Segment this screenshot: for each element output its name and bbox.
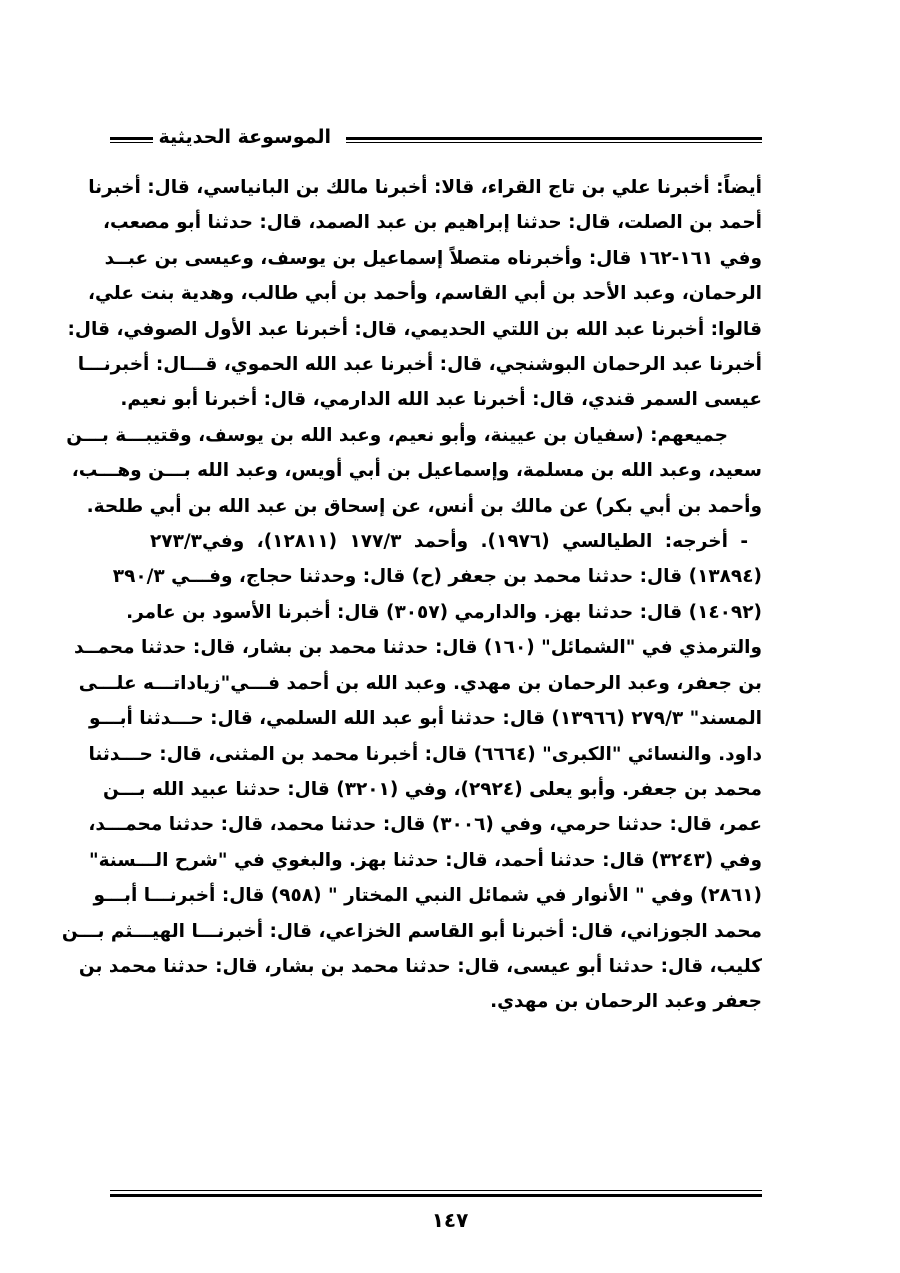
paragraph-chain-of-narration xyxy=(67,170,762,418)
text-line: أخبرنا عبد الرحمان البوشنجي، قال: أخبرنا عبد الله الحموي، قـــال: أخبرنـــا xyxy=(77,354,762,376)
text-line: وأحمد بن أبي بكر) عن مالك بن أنس، عن إسحاق بن عبد الله بن أبي طلحة. xyxy=(86,495,762,517)
text-line: كليب، قال: حدثنا أبو عيسى، قال: حدثنا محمد بن بشار، قال: حدثنا محمد بن xyxy=(78,955,762,977)
text-line: عمر، قال: حدثنا حرمي، وفي (٣٠٠٦) قال: حدثنا محمد، قال: حدثنا محمـــد، xyxy=(88,814,762,836)
text-line: والترمذي في "الشمائل" (١٦٠) قال: حدثنا محمد بن بشار، قال: حدثنا محمــد xyxy=(74,637,762,659)
body-text xyxy=(61,170,762,1020)
text-line: جعفر وعبد الرحمان بن مهدي. xyxy=(490,991,762,1013)
paragraph-takhrij xyxy=(61,524,762,1020)
running-header xyxy=(110,118,762,158)
text-line: أيضاً: أخبرنا علي بن تاج القراء، قالا: أخبرنا مالك بن البانياسي، قال: أخبرنا xyxy=(88,177,762,198)
text-line: (١٤٠٩٢) قال: حدثنا بهز. والدارمي (٣٠٥٧) قال: أخبرنا الأسود بن عامر. xyxy=(126,601,762,623)
header-rule-right-thin xyxy=(346,142,762,143)
header-title: الموسوعة الحديثية xyxy=(153,124,338,150)
text-line: الرحمان، وعبد الأحد بن أبي القاسم، وأحمد بن أبي طالب، وهدية بنت علي، xyxy=(88,283,762,305)
text-line: وفي ١٦١-١٦٢ قال: وأخبرناه متصلاً إسماعيل بن يوسف، وعيسى بن عبــد xyxy=(104,247,762,269)
text-line: أحمد بن الصلت، قال: حدثنا إبراهيم بن عبد الصمد، قال: حدثنا أبو مصعب، xyxy=(102,212,762,234)
paragraph-collective-narrators xyxy=(66,418,762,524)
text-line: قالوا: أخبرنا عبد الله بن اللتي الحديمي، قال: أخبرنا عبد الأول الصوفي، قال: xyxy=(67,318,762,340)
text-line: محمد بن جعفر. وأبو يعلى (٢٩٢٤)، وفي (٣٢٠١) قال: حدثنا عبيد الله بـــن xyxy=(103,778,762,800)
text-line: جميعهم: (سفيان بن عيينة، وأبو نعيم، وعبد الله بن يوسف، وقتيبـــة بـــن xyxy=(66,424,728,446)
text-line: المسند" ٢٧٩/٣ (١٣٩٦٦) قال: حدثنا أبو عبد الله السلمي، قال: حـــدثنا أبـــو xyxy=(89,708,762,730)
page-number: ١٤٧ xyxy=(431,1208,469,1232)
text-line: (٢٨٦١) وفي " الأنوار في شمائل النبي المختار " (٩٥٨) قال: أخبرنـــا أبـــو xyxy=(93,885,762,907)
text-line: (١٣٨٩٤) قال: حدثنا محمد بن جعفر (ح) قال: وحدثنا حجاج، وفـــي ٣٩٠/٣ xyxy=(112,566,762,588)
text-line: محمد الجوزاني، قال: أخبرنا أبو القاسم الخزاعي، قال: أخبرنـــا الهيـــثم بـــن xyxy=(61,920,762,942)
text-line: سعيد، وعبد الله بن مسلمة، وإسماعيل بن أبي أويس، وعبد الله بـــن وهـــب، xyxy=(71,460,762,482)
text-line: عيسى السمر قندي، قال: أخبرنا عبد الله الدارمي، قال: أخبرنا أبو نعيم. xyxy=(120,389,762,411)
text-line: داود. والنسائي "الكبرى" (٦٦٦٤) قال: أخبرنا محمد بن المثنى، قال: حـــدثنا xyxy=(88,743,762,765)
text-line: بن جعفر، وعبد الرحمان بن مهدي. وعبد الله بن أحمد فـــي"زياداتـــه علـــى xyxy=(78,672,762,694)
text-line: وفي (٣٢٤٣) قال: حدثنا أحمد، قال: حدثنا بهز. والبغوي في "شرح الـــسنة" xyxy=(88,849,762,871)
text-line: - أخرجه: الطيالسي (١٩٧٦). وأحمد ١٧٧/٣ (١٢٨١١)، وفي٢٧٣/٣ xyxy=(150,531,748,553)
header-rule-right xyxy=(346,137,762,140)
